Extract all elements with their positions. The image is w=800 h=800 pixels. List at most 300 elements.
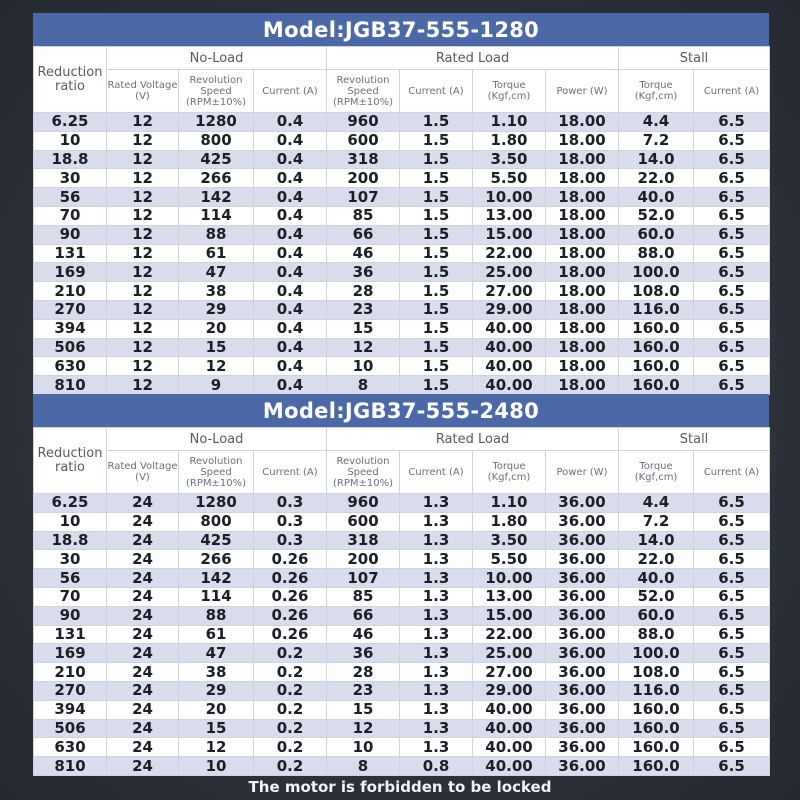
table-cell: 6.5 (694, 719, 770, 738)
table-cell: 12 (107, 188, 179, 207)
table-cell: 24 (107, 757, 179, 776)
table-cell: 36.00 (546, 625, 619, 644)
table-cell: 28 (327, 663, 400, 682)
table-cell: 318 (327, 150, 400, 169)
table-cell: 36.00 (546, 681, 619, 700)
table-cell: 88 (179, 606, 254, 625)
table-cell: 1.5 (400, 188, 473, 207)
table-cell: 24 (107, 644, 179, 663)
table-cell: 22.00 (473, 625, 546, 644)
table-cell: 100.0 (619, 263, 694, 282)
table-cell: 169 (34, 644, 107, 663)
table-cell: 6.5 (694, 681, 770, 700)
table-cell: 40.00 (473, 319, 546, 338)
rated-load-header: Rated Load (327, 428, 619, 451)
table-cell: 47 (179, 644, 254, 663)
table-cell: 88 (179, 225, 254, 244)
table-cell: 6.5 (694, 300, 770, 319)
table-cell: 24 (107, 512, 179, 531)
table-cell: 0.4 (254, 225, 327, 244)
table-cell: 10 (179, 757, 254, 776)
table-cell: 47 (179, 263, 254, 282)
col-header-stall-torque: Torque (Kgf,cm) (619, 451, 694, 494)
table-cell: 0.2 (254, 663, 327, 682)
table-cell: 12 (107, 206, 179, 225)
table-cell: 36.00 (546, 531, 619, 550)
table-cell: 1280 (179, 494, 254, 513)
table-row (34, 663, 770, 682)
table-cell: 15 (179, 338, 254, 357)
table-cell: 116.0 (619, 300, 694, 319)
table-cell: 0.4 (254, 282, 327, 301)
table-row (34, 700, 770, 719)
table-row (34, 376, 770, 395)
table-cell: 1.5 (400, 357, 473, 376)
table-cell: 6.5 (694, 263, 770, 282)
table-row (34, 569, 770, 588)
table-cell: 160.0 (619, 338, 694, 357)
table-cell: 210 (34, 282, 107, 301)
table-cell: 1.3 (400, 663, 473, 682)
table-cell: 1.5 (400, 282, 473, 301)
table-cell: 114 (179, 206, 254, 225)
table-cell: 10.00 (473, 569, 546, 588)
table-row (34, 169, 770, 188)
col-header-rated-torque: Torque (Kgf,cm) (473, 451, 546, 494)
table-cell: 6.5 (694, 357, 770, 376)
col-header-rated-power: Power (W) (546, 451, 619, 494)
table-cell: 960 (327, 494, 400, 513)
table-cell: 0.4 (254, 357, 327, 376)
table-cell: 36.00 (546, 587, 619, 606)
table-cell: 20 (179, 319, 254, 338)
spec-table-panel-2 (33, 394, 769, 776)
table-cell: 1.5 (400, 376, 473, 395)
table-cell: 6.5 (694, 663, 770, 682)
table-row (34, 606, 770, 625)
table-cell: 70 (34, 587, 107, 606)
table-row (34, 587, 770, 606)
table-cell: 12 (107, 300, 179, 319)
table-cell: 0.3 (254, 531, 327, 550)
table-row (34, 738, 770, 757)
table-body-2 (34, 494, 770, 776)
table-row (34, 282, 770, 301)
table-cell: 5.50 (473, 550, 546, 569)
table-cell: 0.8 (400, 757, 473, 776)
table-cell: 24 (107, 494, 179, 513)
table-cell: 425 (179, 531, 254, 550)
model-title-2: Model:JGB37-555-2480 (33, 394, 769, 427)
table-cell: 24 (107, 531, 179, 550)
table-cell: 18.00 (546, 244, 619, 263)
table-cell: 1.3 (400, 494, 473, 513)
table-cell: 160.0 (619, 719, 694, 738)
table-cell: 0.4 (254, 319, 327, 338)
col-header-noload-current: Current (A) (254, 70, 327, 113)
table-cell: 90 (34, 225, 107, 244)
table-cell: 18.00 (546, 300, 619, 319)
table-cell: 1.5 (400, 338, 473, 357)
table-row (34, 131, 770, 150)
table-cell: 6.5 (694, 150, 770, 169)
table-cell: 12 (107, 131, 179, 150)
model-title-1: Model:JGB37-555-1280 (33, 13, 769, 46)
table-cell: 394 (34, 319, 107, 338)
table-cell: 46 (327, 625, 400, 644)
table-cell: 15 (327, 700, 400, 719)
table-cell: 160.0 (619, 757, 694, 776)
table-cell: 270 (34, 300, 107, 319)
table-cell: 160.0 (619, 357, 694, 376)
table-cell: 1.5 (400, 225, 473, 244)
table-cell: 810 (34, 376, 107, 395)
table-cell: 8 (327, 376, 400, 395)
table-cell: 24 (107, 587, 179, 606)
table-row (34, 531, 770, 550)
table-cell: 60.0 (619, 225, 694, 244)
table-cell: 1.3 (400, 625, 473, 644)
table-cell: 3.50 (473, 150, 546, 169)
table-cell: 18.00 (546, 113, 619, 132)
table-cell: 22.0 (619, 550, 694, 569)
table-cell: 0.2 (254, 681, 327, 700)
spec-table-1 (33, 46, 770, 395)
table-cell: 29.00 (473, 681, 546, 700)
table-cell: 318 (327, 531, 400, 550)
table-row (34, 681, 770, 700)
stall-header: Stall (619, 47, 770, 70)
table-cell: 27.00 (473, 663, 546, 682)
table-cell: 1.3 (400, 512, 473, 531)
table-cell: 100.0 (619, 644, 694, 663)
table-cell: 506 (34, 719, 107, 738)
col-header-stall-current: Current (A) (694, 451, 770, 494)
table-cell: 0.4 (254, 376, 327, 395)
table-cell: 0.4 (254, 150, 327, 169)
table-cell: 630 (34, 357, 107, 376)
table-cell: 40.00 (473, 357, 546, 376)
table-cell: 270 (34, 681, 107, 700)
table-cell: 18.00 (546, 282, 619, 301)
table-cell: 52.0 (619, 206, 694, 225)
table-cell: 0.4 (254, 300, 327, 319)
table-cell: 40.00 (473, 738, 546, 757)
table-row (34, 512, 770, 531)
table-cell: 15.00 (473, 606, 546, 625)
table-cell: 6.5 (694, 319, 770, 338)
table-cell: 10 (34, 131, 107, 150)
table-cell: 18.00 (546, 169, 619, 188)
table-cell: 1.3 (400, 550, 473, 569)
table-cell: 6.5 (694, 225, 770, 244)
table-cell: 10.00 (473, 188, 546, 207)
table-cell: 6.5 (694, 169, 770, 188)
table-cell: 15 (327, 319, 400, 338)
table-cell: 24 (107, 700, 179, 719)
table-cell: 12 (107, 376, 179, 395)
table-cell: 0.3 (254, 512, 327, 531)
table-cell: 10 (327, 738, 400, 757)
col-header-rated-speed: Revolution Speed (RPM±10%) (327, 451, 400, 494)
table-cell: 1.5 (400, 131, 473, 150)
table-cell: 6.5 (694, 188, 770, 207)
table-cell: 0.4 (254, 206, 327, 225)
table-cell: 36 (327, 263, 400, 282)
table-cell: 160.0 (619, 376, 694, 395)
table-cell: 12 (107, 113, 179, 132)
table-cell: 12 (327, 719, 400, 738)
table-cell: 24 (107, 681, 179, 700)
table-cell: 18.00 (546, 357, 619, 376)
table-cell: 38 (179, 663, 254, 682)
table-cell: 108.0 (619, 663, 694, 682)
col-header-rated-voltage: Rated Voltage (V) (107, 451, 179, 494)
table-cell: 1.5 (400, 113, 473, 132)
table-cell: 36.00 (546, 757, 619, 776)
table-cell: 4.4 (619, 494, 694, 513)
table-cell: 24 (107, 663, 179, 682)
table-cell: 36.00 (546, 719, 619, 738)
table-row (34, 550, 770, 569)
table-cell: 1.3 (400, 681, 473, 700)
table-cell: 1.3 (400, 738, 473, 757)
table-cell: 30 (34, 550, 107, 569)
table-cell: 600 (327, 131, 400, 150)
table-cell: 12 (107, 263, 179, 282)
table-cell: 394 (34, 700, 107, 719)
table-cell: 5.50 (473, 169, 546, 188)
table-cell: 24 (107, 569, 179, 588)
table-cell: 0.4 (254, 338, 327, 357)
no-load-header: No-Load (107, 428, 327, 451)
table-cell: 12 (179, 357, 254, 376)
table-cell: 29 (179, 300, 254, 319)
table-cell: 13.00 (473, 587, 546, 606)
table-cell: 0.26 (254, 569, 327, 588)
table-cell: 0.3 (254, 494, 327, 513)
table-cell: 70 (34, 206, 107, 225)
table-cell: 36.00 (546, 550, 619, 569)
table-cell: 36 (327, 644, 400, 663)
table-cell: 800 (179, 131, 254, 150)
table-cell: 27.00 (473, 282, 546, 301)
table-row (34, 757, 770, 776)
table-cell: 12 (107, 338, 179, 357)
table-cell: 15.00 (473, 225, 546, 244)
table-row (34, 263, 770, 282)
table-cell: 0.4 (254, 113, 327, 132)
table-cell: 800 (179, 512, 254, 531)
table-row (34, 113, 770, 132)
table-cell: 6.5 (694, 644, 770, 663)
table-cell: 7.2 (619, 131, 694, 150)
table-cell: 60.0 (619, 606, 694, 625)
table-cell: 160.0 (619, 319, 694, 338)
table-cell: 0.2 (254, 719, 327, 738)
table-cell: 1.5 (400, 206, 473, 225)
table-cell: 9 (179, 376, 254, 395)
table-cell: 107 (327, 569, 400, 588)
table-cell: 0.2 (254, 757, 327, 776)
table-cell: 38 (179, 282, 254, 301)
table-cell: 14.0 (619, 531, 694, 550)
table-cell: 0.26 (254, 587, 327, 606)
table-cell: 506 (34, 338, 107, 357)
table-cell: 85 (327, 206, 400, 225)
footer-warning: The motor is forbidden to be locked (248, 778, 552, 796)
col-header-rated-torque: Torque (Kgf,cm) (473, 70, 546, 113)
stall-header: Stall (619, 428, 770, 451)
table-cell: 12 (107, 244, 179, 263)
table-cell: 40.00 (473, 757, 546, 776)
table-cell: 1.80 (473, 512, 546, 531)
table-cell: 12 (107, 282, 179, 301)
table-cell: 22.00 (473, 244, 546, 263)
table-cell: 1.5 (400, 263, 473, 282)
table-cell: 6.5 (694, 376, 770, 395)
table-cell: 1.3 (400, 719, 473, 738)
table-cell: 131 (34, 244, 107, 263)
table-cell: 210 (34, 663, 107, 682)
table-cell: 0.2 (254, 644, 327, 663)
table-cell: 18.00 (546, 263, 619, 282)
table-cell: 36.00 (546, 663, 619, 682)
table-cell: 6.25 (34, 494, 107, 513)
table-cell: 6.5 (694, 131, 770, 150)
table-cell: 0.26 (254, 625, 327, 644)
table-cell: 25.00 (473, 644, 546, 663)
table-cell: 36.00 (546, 569, 619, 588)
table-cell: 266 (179, 169, 254, 188)
table-row (34, 188, 770, 207)
table-cell: 3.50 (473, 531, 546, 550)
table-cell: 1.10 (473, 113, 546, 132)
table-cell: 12 (107, 357, 179, 376)
table-cell: 24 (107, 606, 179, 625)
table-body-1 (34, 113, 770, 395)
table-cell: 1280 (179, 113, 254, 132)
table-cell: 90 (34, 606, 107, 625)
table-cell: 116.0 (619, 681, 694, 700)
table-cell: 6.5 (694, 700, 770, 719)
table-cell: 18.00 (546, 338, 619, 357)
table-cell: 52.0 (619, 587, 694, 606)
table-cell: 40.00 (473, 700, 546, 719)
table-cell: 18.00 (546, 131, 619, 150)
table-cell: 8 (327, 757, 400, 776)
spec-table-2 (33, 427, 770, 776)
col-header-rated-current: Current (A) (400, 70, 473, 113)
table-cell: 0.2 (254, 738, 327, 757)
rated-load-header: Rated Load (327, 47, 619, 70)
reduction-ratio-header: Reduction ratio (34, 428, 107, 494)
table-cell: 25.00 (473, 263, 546, 282)
table-cell: 23 (327, 300, 400, 319)
table-cell: 1.5 (400, 150, 473, 169)
table-cell: 15 (179, 719, 254, 738)
table-cell: 29.00 (473, 300, 546, 319)
table-row (34, 206, 770, 225)
table-cell: 0.4 (254, 169, 327, 188)
table-cell: 1.5 (400, 244, 473, 263)
table-cell: 22.0 (619, 169, 694, 188)
table-cell: 40.0 (619, 188, 694, 207)
table-cell: 18.00 (546, 225, 619, 244)
table-cell: 6.5 (694, 606, 770, 625)
table-cell: 14.0 (619, 150, 694, 169)
table-cell: 12 (179, 738, 254, 757)
table-cell: 56 (34, 569, 107, 588)
table-cell: 12 (107, 150, 179, 169)
table-cell: 10 (327, 357, 400, 376)
table-cell: 46 (327, 244, 400, 263)
table-cell: 18.00 (546, 150, 619, 169)
table-cell: 18.00 (546, 188, 619, 207)
table-cell: 6.5 (694, 550, 770, 569)
col-header-noload-current: Current (A) (254, 451, 327, 494)
col-header-rated-current: Current (A) (400, 451, 473, 494)
table-row (34, 494, 770, 513)
table-cell: 142 (179, 569, 254, 588)
table-cell: 66 (327, 606, 400, 625)
table-cell: 12 (327, 338, 400, 357)
table-cell: 6.5 (694, 531, 770, 550)
table-cell: 0.4 (254, 244, 327, 263)
col-header-stall-current: Current (A) (694, 70, 770, 113)
table-cell: 18.00 (546, 376, 619, 395)
table-cell: 18.00 (546, 319, 619, 338)
table-cell: 0.26 (254, 550, 327, 569)
table-cell: 600 (327, 512, 400, 531)
table-cell: 6.5 (694, 587, 770, 606)
table-row (34, 300, 770, 319)
table-cell: 6.5 (694, 206, 770, 225)
table-cell: 40.00 (473, 338, 546, 357)
table-cell: 61 (179, 244, 254, 263)
table-cell: 1.3 (400, 644, 473, 663)
table-row (34, 319, 770, 338)
table-cell: 24 (107, 719, 179, 738)
table-cell: 114 (179, 587, 254, 606)
table-row (34, 338, 770, 357)
table-cell: 1.80 (473, 131, 546, 150)
table-cell: 28 (327, 282, 400, 301)
table-cell: 18.8 (34, 150, 107, 169)
table-cell: 66 (327, 225, 400, 244)
table-cell: 0.4 (254, 131, 327, 150)
table-cell: 6.5 (694, 569, 770, 588)
col-header-noload-speed: Revolution Speed (RPM±10%) (179, 70, 254, 113)
table-cell: 200 (327, 169, 400, 188)
table-cell: 36.00 (546, 494, 619, 513)
col-header-rated-speed: Revolution Speed (RPM±10%) (327, 70, 400, 113)
table-cell: 40.0 (619, 569, 694, 588)
table-cell: 6.5 (694, 738, 770, 757)
table-cell: 200 (327, 550, 400, 569)
table-cell: 266 (179, 550, 254, 569)
spec-table-panel-1 (33, 13, 769, 395)
table-cell: 425 (179, 150, 254, 169)
table-row (34, 244, 770, 263)
table-cell: 10 (34, 512, 107, 531)
table-cell: 6.5 (694, 494, 770, 513)
table-row (34, 644, 770, 663)
table-cell: 18.8 (34, 531, 107, 550)
table-cell: 61 (179, 625, 254, 644)
table-cell: 6.25 (34, 113, 107, 132)
table-row (34, 225, 770, 244)
